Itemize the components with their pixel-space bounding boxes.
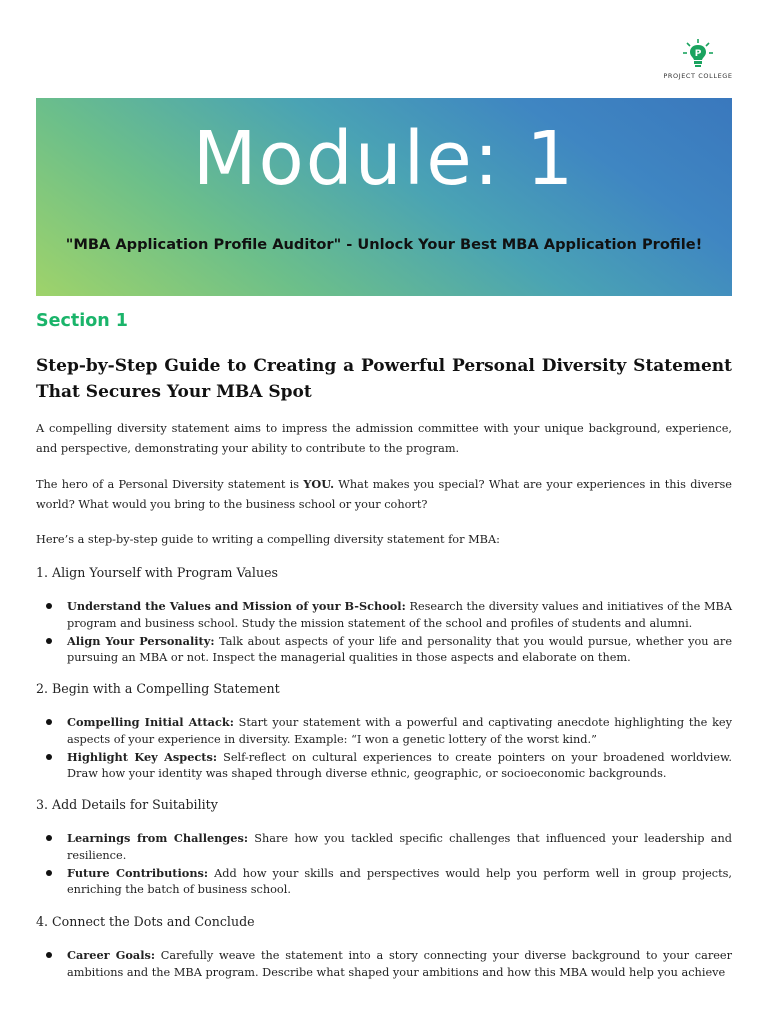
project-college-logo (662, 38, 734, 80)
list-item (36, 633, 732, 668)
hero-text-bold: YOU. (303, 477, 335, 491)
bullet-dot-icon (46, 754, 52, 760)
bullet-heading: Align Your Personality: (67, 633, 215, 648)
guide-intro-paragraph: Here’s a step-by-step guide to writing a compelling diversity statement for MBA: (36, 533, 500, 546)
step-1-title: 1. Align Yourself with Program Values (36, 565, 278, 580)
hero-text-after: What makes you special? What are your experiences in this diverse world? What would you bring to the business school or your cohort? (36, 478, 732, 511)
bullet-text: Carefully weave the statement into a story connecting your diverse background to your career ambitions and the MBA program. Describe what shaped your ambitions and how this MBA would help you achieve (67, 949, 732, 979)
list-item (36, 830, 732, 865)
module-title: Module: 1 (192, 116, 576, 202)
lightbulb-icon (681, 38, 715, 70)
step-1-bullets (36, 598, 732, 667)
list-item (36, 865, 732, 900)
step-3-title: 3. Add Details for Suitability (36, 797, 218, 812)
step-3-bullets (36, 830, 732, 899)
bullet-heading: Understand the Values and Mission of your B-School: (67, 599, 406, 613)
bullet-dot-icon (46, 952, 52, 958)
svg-text:P: P (694, 49, 702, 59)
step-2-bullets (36, 714, 732, 783)
step-4-bullets (36, 947, 732, 982)
list-item (36, 598, 732, 633)
step-4-title: 4. Connect the Dots and Conclude (36, 914, 255, 929)
module-subtitle: "MBA Application Profile Auditor" - Unlock Your Best MBA Application Profile! (65, 236, 703, 253)
section-label: Section 1 (36, 311, 128, 331)
bullet-dot-icon (46, 603, 52, 609)
bullet-heading: Learnings from Challenges: (67, 831, 249, 845)
bullet-text: Share how you tackled specific challenges that influenced your leadership and resilience. (67, 832, 733, 862)
intro-paragraph: A compelling diversity statement aims to impress the admission committee with your unique background, experience, and perspective, demonstrating your ability to contribute to the program. (36, 422, 732, 455)
bullet-heading: Career Goals: (67, 948, 156, 962)
bullet-heading: Future Contributions: (67, 865, 209, 880)
bullet-dot-icon (46, 638, 52, 644)
hero-text-before: The hero of a Personal Diversity statement is (36, 478, 304, 491)
list-item (36, 714, 732, 749)
hero-paragraph (36, 475, 732, 514)
bullet-dot-icon (46, 870, 52, 876)
bullet-dot-icon (46, 835, 52, 841)
list-item (36, 947, 732, 982)
bullet-text: Self-reflect on cultural experiences to create pointers on your broadened worldview. Draw how your identity was shaped through diverse ethnic, geographic, or socioeconomic backgrounds. (67, 750, 732, 781)
module-banner (36, 98, 732, 296)
list-item (36, 749, 732, 784)
bullet-text: Start your statement with a powerful and captivating anecdote highlighting the key aspects of your experience in diversity. Example: “I won a genetic lottery of the worst kind.” (67, 716, 732, 746)
bullet-dot-icon (46, 719, 52, 725)
bullet-heading: Highlight Key Aspects: (67, 749, 218, 764)
bullet-text: Research the diversity values and initiatives of the MBA program and business school. Study the mission statement of the school and profiles of students and alumni. (67, 600, 732, 630)
logo-text: PROJECT COLLEGE (663, 72, 733, 80)
bullet-text: Add how your skills and perspectives would help you perform well in group projects, enriching the batch of business school. (67, 866, 733, 897)
step-2-title: 2. Begin with a Compelling Statement (36, 681, 280, 696)
bullet-text: Talk about aspects of your life and personality that you would pursue, whether you are pursuing an MBA or not. Inspect the managerial qualities in those aspects and elaborate on them. (67, 634, 733, 665)
guide-headline: Step-by-Step Guide to Creating a Powerful Personal Diversity Statement That Secures Your MBA Spot (36, 356, 732, 402)
bullet-heading: Compelling Initial Attack: (67, 715, 234, 729)
